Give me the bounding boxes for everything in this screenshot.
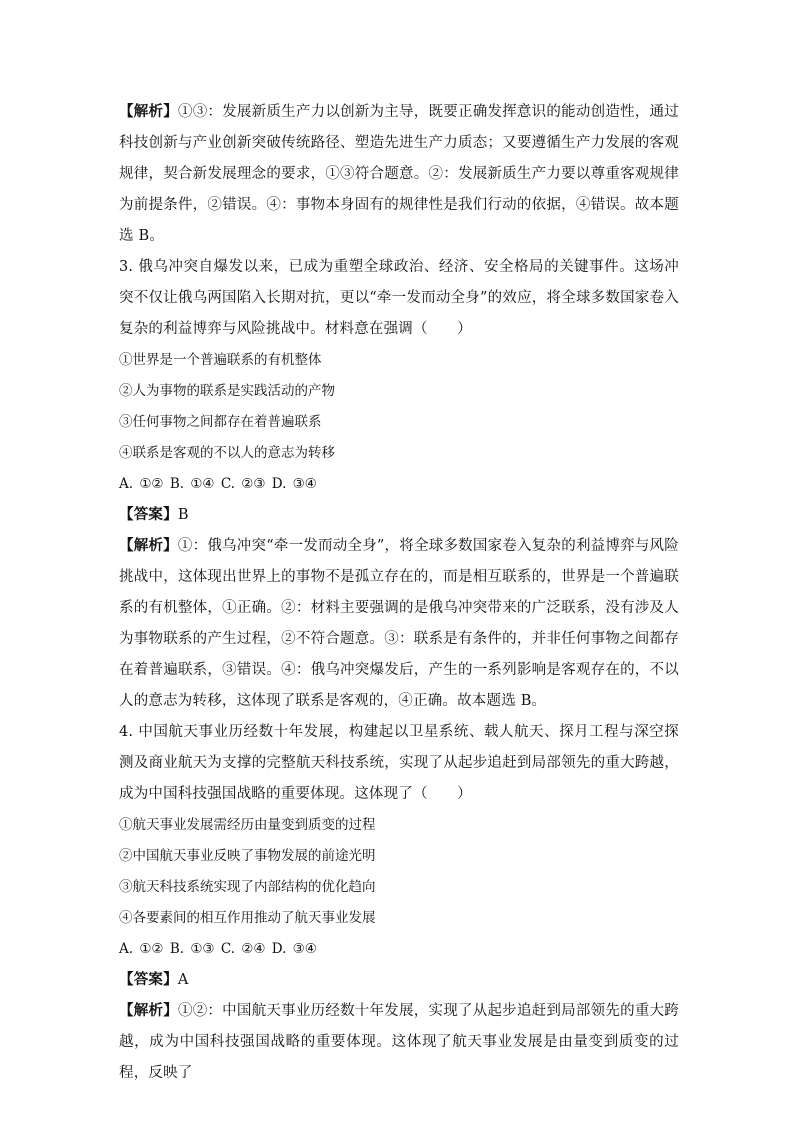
question-4-stem: 4. 中国航天事业历经数十年发展，构建起以卫星系统、载人航天、探月工程与深空探测及商业航天为支撑的完整航天科技系统，实现了从起步追赶到局部领先的重大跨越，成为中国科技强国战略的重要体现。这体现了（ ） xyxy=(119,724,679,802)
answer-value: B xyxy=(177,507,189,523)
analysis-q4 xyxy=(119,996,679,1089)
answer-value: A xyxy=(177,972,189,988)
question-3-statement-2: ②人为事物的联系是实践活动的产物 xyxy=(119,383,335,399)
question-3-choices: A. ①② B. ①④ C. ②③ D. ③④ xyxy=(119,476,317,492)
question-3-statement-1: ①世界是一个普遍联系的有机整体 xyxy=(119,352,322,368)
analysis-label: 【解析】 xyxy=(119,538,178,554)
document-page xyxy=(119,97,679,1089)
analysis-label: 【解析】 xyxy=(119,1003,178,1019)
answer-q3 xyxy=(119,500,679,531)
analysis-label: 【解析】 xyxy=(119,104,178,120)
analysis-text: ①②：中国航天事业历经数十年发展，实现了从起步追赶到局部领先的重大跨越，成为中国科技强国战略的重要体现。这体现了航天事业发展是由量变到质变的过程，反映了 xyxy=(119,1003,679,1081)
answer-label: 【答案】 xyxy=(119,972,178,988)
answer-q4 xyxy=(119,965,679,996)
question-3-stem: 3. 俄乌冲突自爆发以来，已成为重塑全球政治、经济、安全格局的关键事件。这场冲突不仅让俄乌两国陷入长期对抗，更以“牵一发而动全身”的效应，将全球多数国家卷入复杂的利益博弈与风险挑战中。材料意在强调（ ） xyxy=(119,259,679,337)
analysis-q3 xyxy=(119,531,679,717)
question-4-statement-3: ③航天科技系统实现了内部结构的优化趋向 xyxy=(119,879,376,895)
answer-label: 【答案】 xyxy=(119,507,178,523)
analysis-text: ①：俄乌冲突“牵一发而动全身”，将全球多数国家卷入复杂的利益博弈与风险挑战中，这体现出世界上的事物不是孤立存在的，而是相互联系的，世界是一个普遍联系的有机整体，①正确。②：材料主要强调的是俄乌冲突带来的广泛联系，没有涉及人为事物联系的产生过程，②不符合题意。③：联系是有条件的，并非任何事物之间都存在着普遍联系，③错误。④：俄乌冲突爆发后，产生的一系列影响是客观存在的，不以人的意志为转移，这体现了联系是客观的，④正确。故本题选 B。 xyxy=(119,538,679,709)
question-3-statement-3: ③任何事物之间都存在着普遍联系 xyxy=(119,414,322,430)
analysis-text: ①③：发展新质生产力以创新为主导，既要正确发挥意识的能动创造性，通过科技创新与产业创新突破传统路径、塑造先进生产力质态；又要遵循生产力发展的客观规律，契合新发展理念的要求，①③符合题意。②：发展新质生产力要以尊重客观规律为前提条件，②错误。④：事物本身固有的规律性是我们行动的依据，④错误。故本题选 B。 xyxy=(119,104,679,244)
question-4-statement-1: ①航天事业发展需经历由量变到质变的过程 xyxy=(119,817,376,833)
question-4-statement-2: ②中国航天事业反映了事物发展的前途光明 xyxy=(119,848,376,864)
question-3-statement-4: ④联系是客观的不以人的意志为转移 xyxy=(119,445,335,461)
question-4-choices: A. ①② B. ①③ C. ②④ D. ③④ xyxy=(119,941,317,957)
analysis-q2 xyxy=(119,97,679,252)
question-4-statement-4: ④各要素间的相互作用推动了航天事业发展 xyxy=(119,910,376,926)
